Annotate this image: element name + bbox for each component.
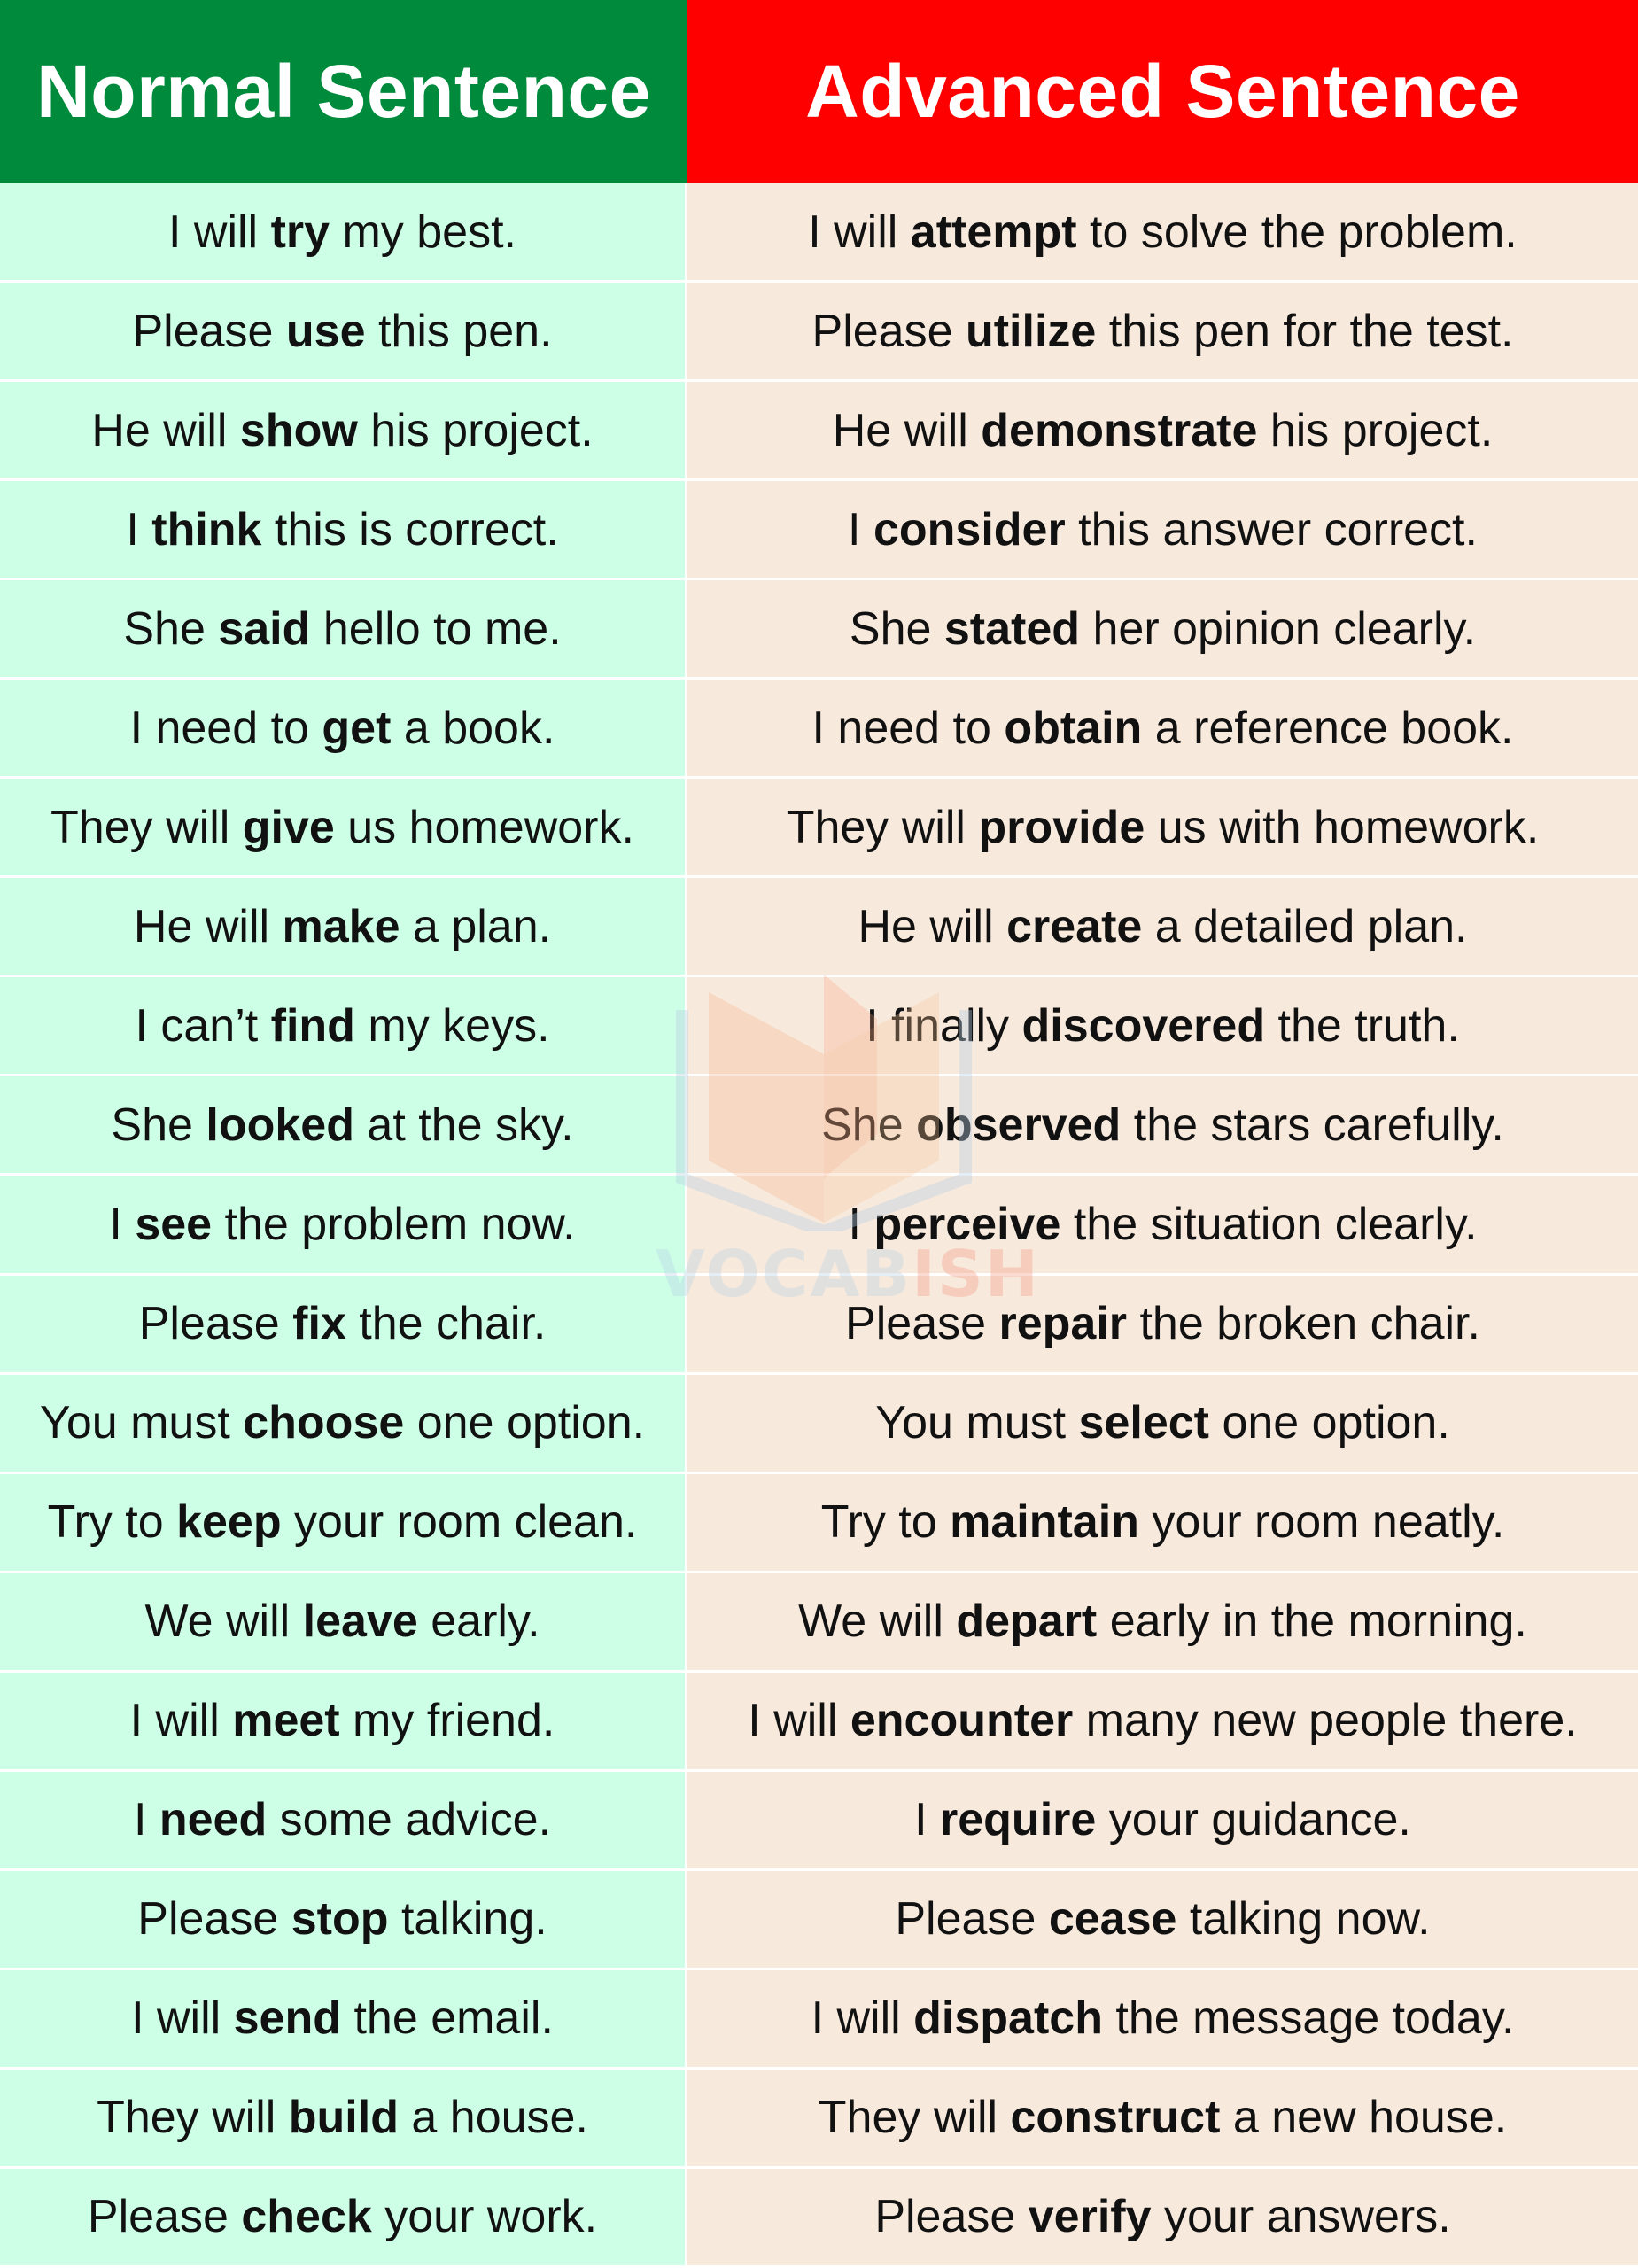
sentence-text: the broken chair.	[1127, 1298, 1480, 1350]
sentence-text: my best.	[330, 206, 516, 258]
watermark-text-b: ISH	[912, 1237, 1041, 1311]
sentence-text: I need to	[129, 702, 322, 754]
sentence-text: many new people there.	[1073, 1695, 1578, 1747]
sentence-text: the chair.	[345, 1298, 547, 1350]
key-word: looked	[206, 1099, 354, 1151]
sentence-text: a reference book.	[1142, 702, 1514, 754]
key-word: keep	[176, 1496, 282, 1549]
advanced-sentence-cell	[687, 1076, 1638, 1176]
sentence-text: your work.	[371, 2191, 598, 2243]
advanced-sentence-cell	[687, 2070, 1638, 2169]
advanced-sentence-cell	[687, 183, 1638, 283]
sentence-text: He will	[91, 404, 240, 456]
sentence-text: They will	[50, 801, 243, 853]
sentence-text: Please	[874, 2191, 1029, 2243]
key-word: dispatch	[913, 1992, 1103, 2045]
sentence-text: a book.	[391, 702, 555, 754]
key-word: try	[270, 206, 330, 258]
key-word: see	[135, 1198, 213, 1250]
sentence-text: her opinion clearly.	[1080, 602, 1477, 655]
normal-sentence-cell	[0, 580, 687, 680]
normal-sentence-cell	[0, 2070, 687, 2169]
key-word: make	[282, 900, 400, 952]
key-word: depart	[956, 1596, 1098, 1648]
advanced-sentence-cell	[687, 1871, 1638, 1970]
sentence-text: I	[914, 1794, 941, 1846]
key-word: select	[1078, 1397, 1209, 1449]
sentence-text: He will	[832, 404, 982, 456]
sentence-text: I will	[129, 1695, 233, 1747]
sentence-text: Please	[87, 2191, 242, 2243]
normal-sentence-cell	[0, 1970, 687, 2070]
normal-sentence-cell	[0, 382, 687, 481]
sentence-text: Try to	[820, 1496, 951, 1549]
key-word: obtain	[1004, 702, 1143, 754]
sentence-text: I will	[168, 206, 271, 258]
sentence-text: I will	[748, 1695, 850, 1747]
sentence-text: I need to	[811, 702, 1005, 754]
key-word: create	[1006, 900, 1143, 952]
sentence-text: a house.	[398, 2092, 588, 2144]
key-word: find	[270, 999, 355, 1052]
sentence-text: your answers.	[1151, 2191, 1451, 2243]
sentence-text: You must	[875, 1397, 1079, 1449]
sentence-text: the stars carefully.	[1121, 1099, 1504, 1151]
sentence-text: She	[111, 1099, 206, 1151]
sentence-text: this is correct.	[261, 503, 559, 555]
key-word: send	[233, 1992, 342, 2045]
key-word: require	[940, 1794, 1097, 1846]
sentence-text: the email.	[341, 1992, 554, 2045]
sentence-text: We will	[798, 1596, 957, 1648]
sentence-text: She	[849, 602, 944, 655]
sentence-text: Try to	[47, 1496, 177, 1549]
advanced-sentence-cell	[687, 977, 1638, 1076]
advanced-sentence-cell	[687, 878, 1638, 977]
sentence-text: She	[123, 602, 219, 655]
sentence-text: my keys.	[354, 999, 550, 1052]
sentence-text: some advice.	[267, 1794, 552, 1846]
sentence-text: She	[821, 1099, 917, 1151]
advanced-sentence-cell	[687, 1573, 1638, 1673]
normal-sentence-cell	[0, 1673, 687, 1772]
advanced-sentence-cell	[687, 1970, 1638, 2070]
sentence-text: We will	[144, 1596, 303, 1648]
sentence-text: They will	[786, 801, 979, 853]
sentence-text: talking.	[388, 1893, 547, 1946]
sentence-text: this pen.	[365, 305, 553, 357]
sentence-text: your guidance.	[1096, 1794, 1411, 1846]
sentence-text: Please	[137, 1893, 291, 1946]
key-word: consider	[873, 503, 1066, 555]
advanced-sentence-cell	[687, 1474, 1638, 1573]
key-word: verify	[1028, 2191, 1152, 2243]
sentence-text: talking now.	[1176, 1893, 1431, 1946]
key-word: use	[285, 305, 366, 357]
sentence-text: Please	[895, 1893, 1049, 1946]
key-word: discovered	[1021, 999, 1266, 1052]
normal-sentence-cell	[0, 1772, 687, 1871]
key-word: provide	[978, 801, 1145, 853]
sentence-text: a new house.	[1220, 2092, 1508, 2144]
key-word: fix	[292, 1298, 346, 1350]
sentence-text: us homework.	[334, 801, 634, 853]
sentence-text: You must	[39, 1397, 244, 1449]
sentence-text: Please	[138, 1298, 293, 1350]
key-word: demonstrate	[981, 404, 1258, 456]
sentence-text: I	[848, 1198, 874, 1250]
normal-sentence-cell	[0, 1474, 687, 1573]
advanced-sentence-cell	[687, 1276, 1638, 1375]
sentence-text: They will	[97, 2092, 289, 2144]
sentence-text: I	[133, 1794, 159, 1846]
key-word: encounter	[850, 1695, 1074, 1747]
normal-sentence-cell	[0, 680, 687, 779]
sentence-text: his project.	[1257, 404, 1494, 456]
sentence-text: Please	[132, 305, 286, 357]
normal-sentence-cell	[0, 2169, 687, 2268]
key-word: perceive	[873, 1198, 1061, 1250]
normal-sentence-cell	[0, 1871, 687, 1970]
sentence-text: I will	[808, 206, 911, 258]
sentence-text: I will	[811, 1992, 914, 2045]
sentence-text: your room neatly.	[1138, 1496, 1505, 1549]
key-word: utilize	[965, 305, 1097, 357]
key-word: give	[242, 801, 335, 853]
normal-sentence-cell	[0, 1176, 687, 1275]
sentence-text: this answer correct.	[1065, 503, 1478, 555]
sentence-text: early in the morning.	[1097, 1596, 1527, 1648]
sentence-text: Please	[811, 305, 966, 357]
sentence-text: early.	[417, 1596, 540, 1648]
advanced-sentence-cell	[687, 382, 1638, 481]
sentence-text: this pen for the test.	[1096, 305, 1514, 357]
sentence-text: He will	[858, 900, 1007, 952]
sentence-text: the situation clearly.	[1060, 1198, 1478, 1250]
advanced-sentence-header: Advanced Sentence	[687, 0, 1638, 183]
key-word: check	[241, 2191, 372, 2243]
advanced-sentence-cell	[687, 779, 1638, 878]
normal-sentence-cell	[0, 1573, 687, 1673]
key-word: maintain	[950, 1496, 1139, 1549]
key-word: construct	[1010, 2092, 1221, 2144]
normal-sentence-cell	[0, 977, 687, 1076]
key-word: choose	[243, 1397, 405, 1449]
sentence-text: a plan.	[400, 900, 552, 952]
key-word: leave	[302, 1596, 418, 1648]
key-word: show	[239, 404, 358, 456]
advanced-sentence-cell	[687, 680, 1638, 779]
watermark-text-a: VOCAB	[656, 1237, 912, 1311]
sentence-text: to solve the problem.	[1076, 206, 1518, 258]
sentence-text: I	[109, 1198, 136, 1250]
advanced-sentence-cell	[687, 2169, 1638, 2268]
key-word: stop	[291, 1893, 389, 1946]
normal-sentence-cell	[0, 183, 687, 283]
key-word: attempt	[910, 206, 1077, 258]
sentence-text: the message today.	[1102, 1992, 1515, 2045]
normal-sentence-cell	[0, 878, 687, 977]
advanced-sentence-cell	[687, 580, 1638, 680]
sentence-text: I can’t	[135, 999, 271, 1052]
key-word: observed	[916, 1099, 1122, 1151]
key-word: stated	[943, 602, 1081, 655]
key-word: think	[151, 503, 262, 555]
key-word: cease	[1048, 1893, 1177, 1946]
sentence-text: a detailed plan.	[1142, 900, 1468, 952]
normal-sentence-cell	[0, 1276, 687, 1375]
sentence-text: I will	[131, 1992, 234, 2045]
sentence-text: hello to me.	[310, 602, 562, 655]
sentence-text: your room clean.	[281, 1496, 638, 1549]
normal-sentence-cell	[0, 481, 687, 580]
normal-sentence-cell	[0, 779, 687, 878]
advanced-sentence-cell	[687, 1375, 1638, 1474]
normal-sentence-header: Normal Sentence	[0, 0, 687, 183]
sentence-text: He will	[133, 900, 283, 952]
sentence-text: I	[848, 503, 873, 555]
normal-sentence-cell	[0, 1076, 687, 1176]
sentence-text: the truth.	[1265, 999, 1460, 1052]
advanced-sentence-cell	[687, 283, 1638, 382]
advanced-sentence-cell	[687, 481, 1638, 580]
key-word: need	[159, 1794, 268, 1846]
normal-sentence-cell	[0, 283, 687, 382]
key-word: said	[218, 602, 311, 655]
sentence-text: I	[126, 503, 152, 555]
key-word: get	[322, 702, 392, 754]
normal-sentence-cell	[0, 1375, 687, 1474]
key-word: repair	[998, 1298, 1128, 1350]
sentence-text: the problem now.	[212, 1198, 576, 1250]
advanced-sentence-cell	[687, 1673, 1638, 1772]
sentence-text: his project.	[357, 404, 594, 456]
key-word: meet	[232, 1695, 340, 1747]
sentence-text: us with homework.	[1145, 801, 1540, 853]
sentence-text: They will	[818, 2092, 1011, 2144]
sentence-text: at the sky.	[353, 1099, 574, 1151]
key-word: build	[288, 2092, 399, 2144]
sentence-text: I finally	[866, 999, 1022, 1052]
sentence-text: my friend.	[339, 1695, 555, 1747]
sentence-text: one option.	[1209, 1397, 1450, 1449]
sentence-text: one option.	[404, 1397, 646, 1449]
sentence-text: Please	[845, 1298, 999, 1350]
advanced-sentence-cell	[687, 1176, 1638, 1275]
advanced-sentence-cell	[687, 1772, 1638, 1871]
